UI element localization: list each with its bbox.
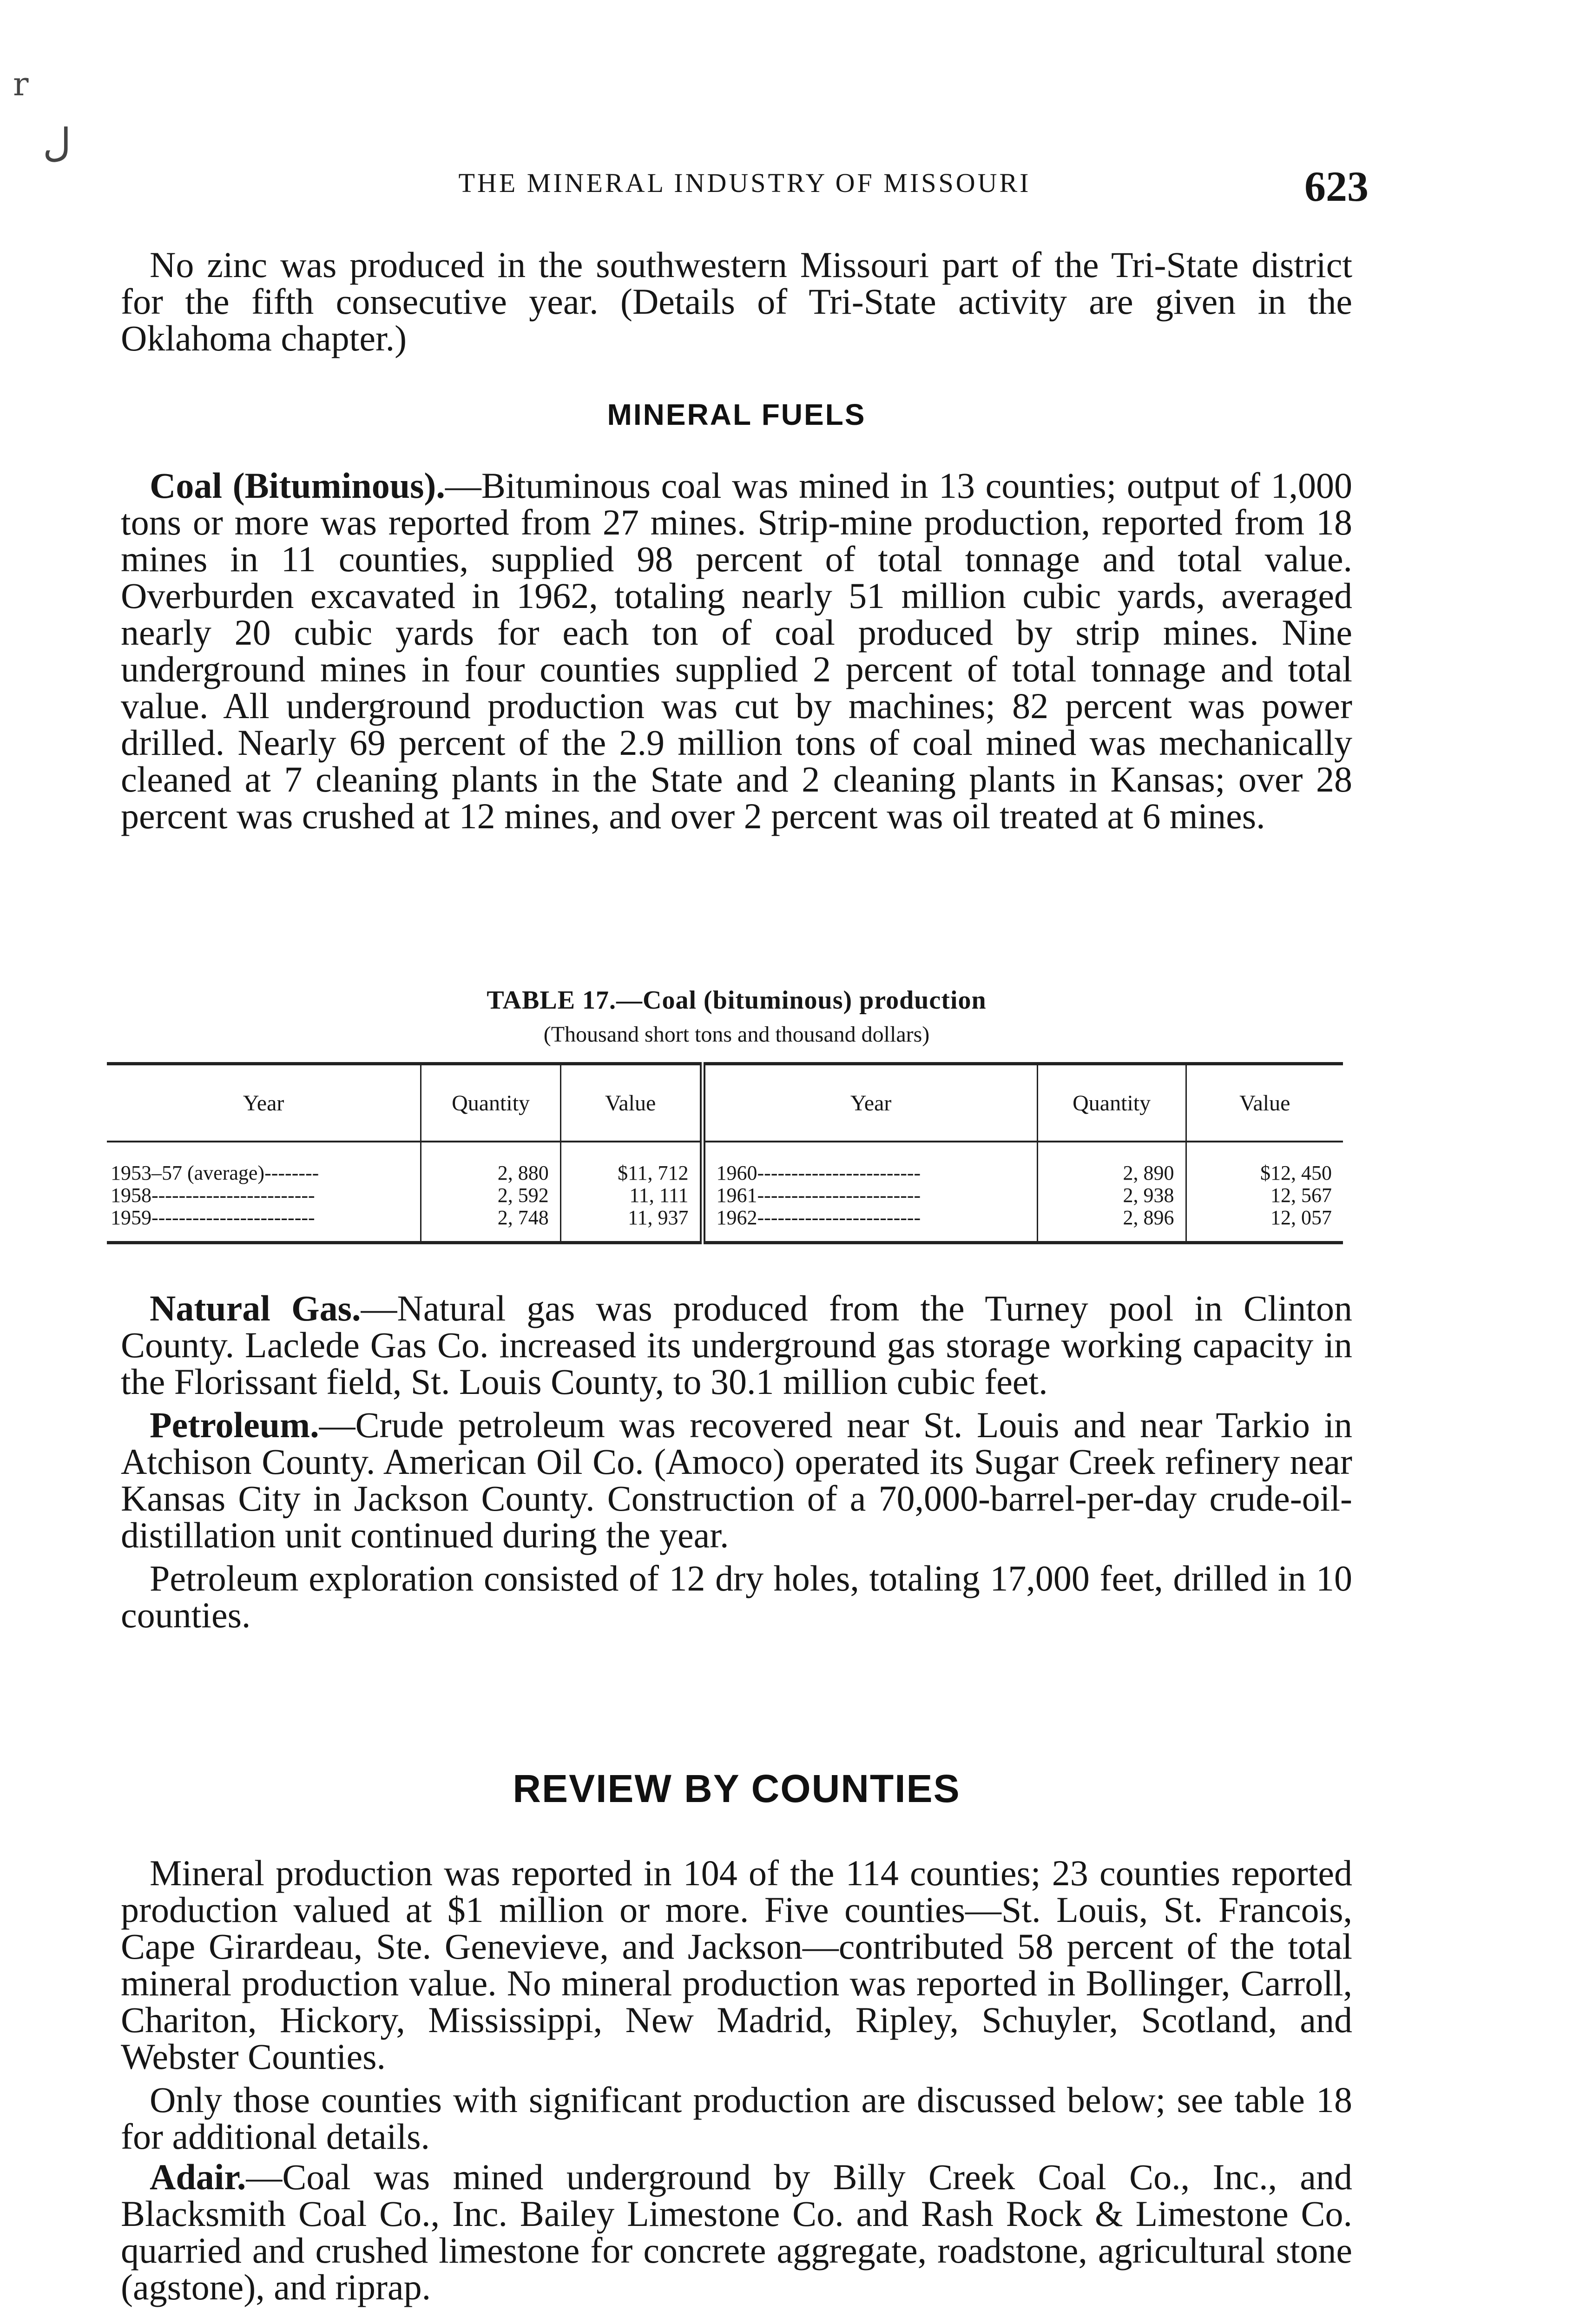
petroleum-text: —Crude petroleum was recovered near St. Louis and near Tarkio in Atchison County. American Oil Co. (Amoco) operated its Sugar Creek refinery near Kansas City in Jackson County. Construction of a 70,000-barrel-per-day crude-oil-distillation unit continued during the year. <box>121 1405 1352 1555</box>
year-cell: 1962 <box>716 1206 757 1229</box>
intro-paragraph: No zinc was produced in the southwestern Missouri part of the Tri-State district for the fifth consecutive year. (Details of Tri-State activity are given in the Oklahoma chapter.) <box>121 244 1352 358</box>
table-row <box>107 1142 1343 1243</box>
quantity-cell: 2, 880 <box>497 1162 549 1184</box>
column-header-year: Year <box>703 1064 1038 1142</box>
adair-paragraph <box>121 2159 1352 2305</box>
column-header-quantity: Quantity <box>421 1064 560 1142</box>
petroleum-paragraph <box>121 1406 1352 1553</box>
quantity-cell: 2, 748 <box>497 1206 549 1229</box>
quantity-cell: 2, 890 <box>1123 1162 1174 1184</box>
adair-lead: Adair. <box>150 2157 246 2197</box>
column-header-quantity: Quantity <box>1037 1064 1186 1142</box>
year-cell: 1959 <box>111 1206 151 1229</box>
years-left: 1953–57 (average)-------- 1958------------------------ 1959------------------------ <box>111 1162 319 1229</box>
quantity-cell: 2, 592 <box>497 1184 549 1207</box>
value-cell: 11, 937 <box>628 1206 689 1229</box>
running-title: THE MINERAL INDUSTRY OF MISSOURI <box>458 168 1031 198</box>
intro-section <box>121 246 1352 357</box>
margin-mark-curl: ل <box>43 120 72 165</box>
table-title: TABLE 17.—Coal (bituminous) production <box>487 986 987 1015</box>
values-left <box>560 1142 702 1243</box>
year-cell: 1953–57 (average) <box>111 1162 265 1184</box>
value-cell: 12, 057 <box>1270 1206 1332 1229</box>
petroleum-lead: Petroleum. <box>150 1405 319 1445</box>
review-note-paragraph: Only those counties with significant production are discussed below; see table 18 for additional details. <box>121 2080 1352 2157</box>
years-right: 1960------------------------ 1961------------------------ 1962------------------------ <box>703 1142 1038 1243</box>
coal-section <box>121 467 1352 834</box>
value-cell: $11, 712 <box>618 1162 689 1184</box>
adair-text: —Coal was mined underground by Billy Creek Coal Co., Inc., and Blacksmith Coal Co., Inc. Bailey Limestone Co. and Rash Rock & Limestone Co. quarried and crushed limestone for concrete aggregate, roadstone, agricultural stone (agstone), and riprap. <box>121 2157 1352 2307</box>
running-head <box>121 153 1369 209</box>
review-heading: REVIEW BY COUNTIES <box>513 1767 961 1810</box>
coal-production-table <box>107 1062 1343 1244</box>
value-cell: 12, 567 <box>1270 1184 1332 1207</box>
mineral-fuels-heading: MINERAL FUELS <box>607 398 866 431</box>
natural-gas-lead: Natural Gas. <box>150 1288 361 1328</box>
exploration-paragraph: Petroleum exploration consisted of 12 dry holes, totaling 17,000 feet, drilled in 10 counties. <box>121 1558 1352 1635</box>
review-section <box>121 1855 1352 2305</box>
coal-lead: Coal (Bituminous). <box>150 465 445 506</box>
quantity-cell: 2, 896 <box>1123 1206 1174 1229</box>
quantity-cell: 2, 938 <box>1123 1184 1174 1207</box>
year-cell: 1961 <box>716 1184 757 1207</box>
year-cell: 1960 <box>716 1162 757 1184</box>
review-paragraph: Mineral production was reported in 104 of the 114 counties; 23 counties reported production valued at $1 million or more. Five counties—St. Louis, St. Francois, Cape Girardeau, Ste. Genevieve, and Jackson—contributed 58 percent of the total mineral production value. No mineral production was reported in Bollinger, Carroll, Chariton, Hickory, Mississippi, New Madrid, Ripley, Schuyler, Scotland, and Webster Counties. <box>121 1853 1352 2077</box>
table-caption <box>121 985 1352 1047</box>
coal-paragraph <box>121 467 1352 834</box>
value-cell: $12, 450 <box>1260 1162 1332 1184</box>
natural-gas-text: —Natural gas was produced from the Turney pool in Clinton County. Laclede Gas Co. increased its underground gas storage working capacity in the Florissant field, St. Louis County, to 30.1 million cubic feet. <box>121 1288 1353 1402</box>
table-subtitle: (Thousand short tons and thousand dollars) <box>543 1022 930 1047</box>
margin-mark-top: r <box>13 65 29 103</box>
quantities-right <box>1037 1142 1186 1243</box>
values-right <box>1186 1142 1343 1243</box>
column-header-value: Value <box>560 1064 702 1142</box>
column-header-year: Year <box>107 1064 421 1142</box>
natural-gas-paragraph <box>121 1290 1352 1400</box>
quantities-left <box>421 1142 560 1243</box>
page-number: 623 <box>1304 163 1369 210</box>
coal-text: —Bituminous coal was mined in 13 counties; output of 1,000 tons or more was reported from 27 mines. Strip-mine production, reported from 18 mines in 11 counties, supplied 98 percent of total tonnage and total value. Overburden excavated in 1962, totaling nearly 51 million cubic yards, averaged nearly 20 cubic yards for each ton of coal produced by strip mines. Nine underground mines in four counties supplied 2 percent of total tonnage and total value. All underground production was cut by machines; 82 percent was power drilled. Nearly 69 percent of the 2.9 million tons of coal mined was mechanically cleaned at 7 cleaning plants in the State and 2 cleaning plants in Kansas; over 28 percent was crushed at 12 mines, and over 2 percent was oil treated at 6 mines. <box>121 465 1352 836</box>
column-header-value: Value <box>1186 1064 1343 1142</box>
table-header-row <box>107 1064 1343 1142</box>
year-cell: 1958 <box>111 1184 151 1207</box>
fuels-continued <box>121 1290 1352 1633</box>
value-cell: 11, 111 <box>629 1184 689 1207</box>
